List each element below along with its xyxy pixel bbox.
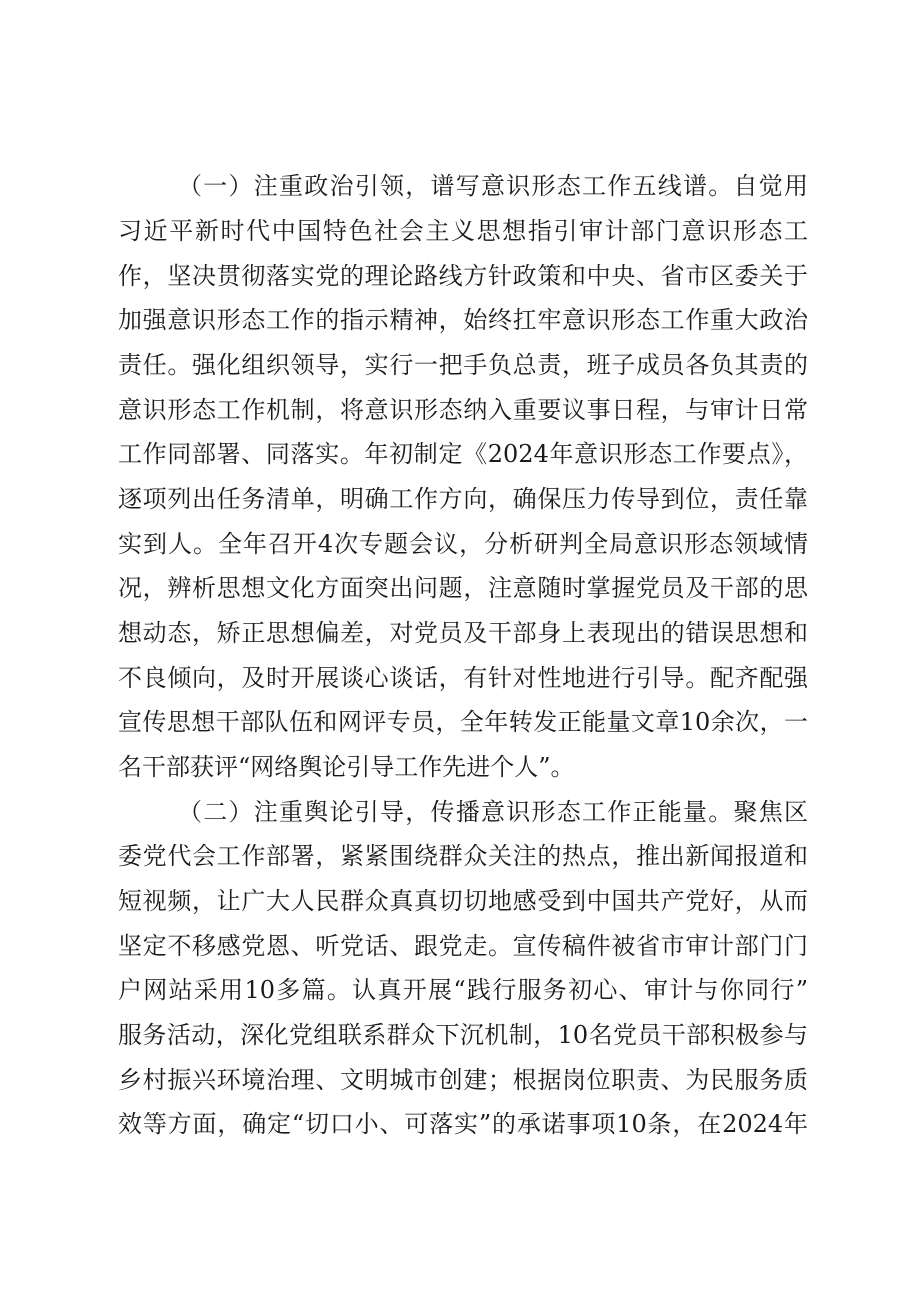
paragraph-1-line-7: 工作同部署、同落实。年初制定《2024年意识形态工作要点》， bbox=[118, 440, 808, 468]
paragraph-2-line-8: 效等方面，确定“切口小、可落实”的承诺事项10条，在2024年 bbox=[118, 1110, 808, 1138]
paragraph-1-line-14: 名干部获评“网络舆论引导工作先进个人”。 bbox=[118, 753, 575, 781]
paragraph-2-line-7: 乡村振兴环境治理、文明城市创建；根据岗位职责、为民服务质 bbox=[118, 1066, 808, 1094]
paragraph-1-line-5: 责任。强化组织领导，实行一把手负总责，班子成员各负其责的 bbox=[118, 351, 808, 379]
paragraph-1-line-13: 宣传思想干部队伍和网评专员，全年转发正能量文章10余次，一 bbox=[118, 708, 808, 736]
paragraph-1-line-2: 习近平新时代中国特色社会主义思想指引审计部门意识形态工 bbox=[118, 217, 808, 245]
paragraph-1-line-8: 逐项列出任务清单，明确工作方向，确保压力传导到位，责任靠 bbox=[118, 485, 808, 513]
paragraph-1-line-10: 况，辨析思想文化方面突出问题，注意随时掌握党员及干部的思 bbox=[118, 574, 808, 602]
paragraph-1-line-9: 实到人。全年召开4次专题会议，分析研判全局意识形态领域情 bbox=[118, 530, 808, 558]
paragraph-2-line-2: 委党代会工作部署，紧紧围绕群众关注的热点，推出新闻报道和 bbox=[118, 842, 808, 870]
paragraph-2-line-1: （二）注重舆论引导，传播意识形态工作正能量。聚焦区 bbox=[178, 798, 808, 826]
paragraph-1-line-6: 意识形态工作机制，将意识形态纳入重要议事日程，与审计日常 bbox=[118, 396, 808, 424]
paragraph-2-line-6: 服务活动，深化党组联系群众下沉机制，10名党员干部积极参与 bbox=[118, 1021, 808, 1049]
paragraph-1-line-4: 加强意识形态工作的指示精神，始终扛牢意识形态工作重大政治 bbox=[118, 306, 808, 334]
paragraph-2-line-5: 户网站采用10多篇。认真开展“践行服务初心、审计与你同行” bbox=[118, 976, 808, 1004]
paragraph-1-line-1: （一）注重政治引领，谱写意识形态工作五线谱。自觉用 bbox=[178, 172, 808, 200]
paragraph-2-line-4: 坚定不移感党恩、听党话、跟党走。宣传稿件被省市审计部门门 bbox=[118, 932, 808, 960]
paragraph-2-line-3: 短视频，让广大人民群众真真切切地感受到中国共产党好，从而 bbox=[118, 887, 808, 915]
paragraph-1-line-12: 不良倾向，及时开展谈心谈话，有针对性地进行引导。配齐配强 bbox=[118, 664, 808, 692]
paragraph-1-line-11: 想动态，矫正思想偏差，对党员及干部身上表现出的错误思想和 bbox=[118, 619, 808, 647]
paragraph-1-line-3: 作，坚决贯彻落实党的理论路线方针政策和中央、省市区委关于 bbox=[118, 262, 808, 290]
